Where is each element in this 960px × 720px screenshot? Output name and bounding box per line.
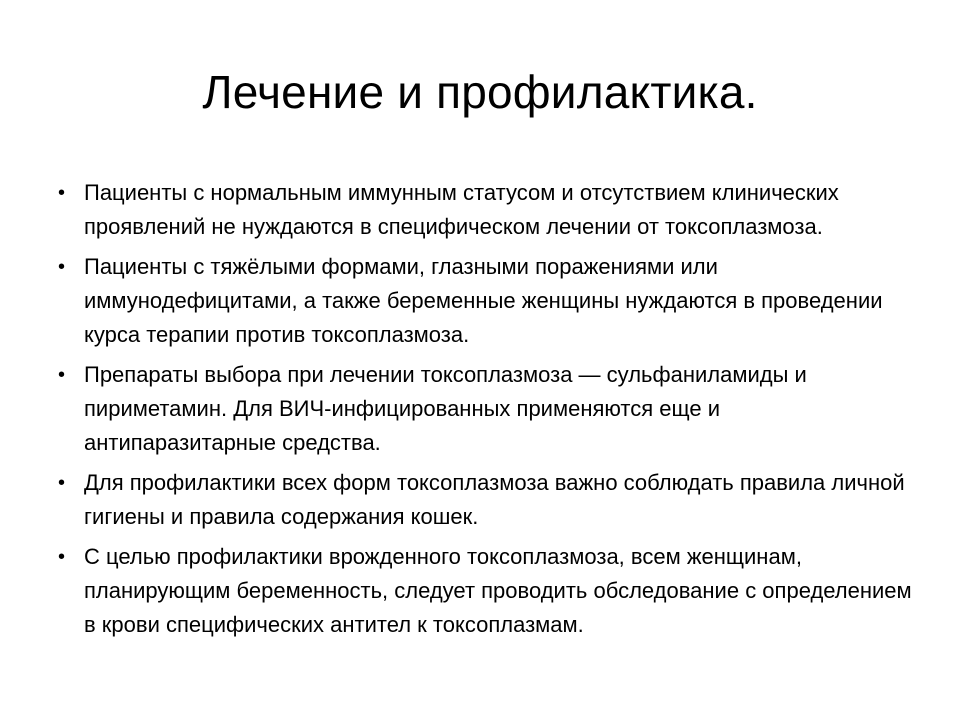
bullet-marker: • (58, 546, 66, 568)
bullet-item (56, 466, 916, 534)
bullet-text: Пациенты с тяжёлыми формами, глазными поражениями или иммунодефицитами, а также беременные женщины нуждаются в проведении курса терапии против токсоплазмоза. (84, 254, 883, 347)
bullet-item (56, 250, 916, 352)
bullet-text: Пациенты с нормальным иммунным статусом и отсутствием клинических проявлений не нуждаются в специфическом лечении от токсоплазмоза. (84, 180, 839, 239)
bullet-item (56, 540, 916, 642)
bullet-item (56, 176, 916, 244)
bullet-list (56, 176, 916, 648)
bullet-marker: • (58, 472, 66, 494)
bullet-item (56, 358, 916, 460)
bullet-text: С целью профилактики врожденного токсоплазмоза, всем женщинам, планирующим беременность, следует проводить обследование с определением в крови специфических антител к токсоплазмам. (84, 544, 912, 637)
bullet-text: Препараты выбора при лечении токсоплазмоза — сульфаниламиды и пириметамин. Для ВИЧ-инфицированных применяются еще и антипаразитарные средства. (84, 362, 807, 455)
bullet-marker: • (58, 364, 66, 386)
bullet-marker: • (58, 256, 66, 278)
bullet-text: Для профилактики всех форм токсоплазмоза важно соблюдать правила личной гигиены и правила содержания кошек. (84, 470, 905, 529)
slide-title: Лечение и профилактика. (202, 66, 758, 118)
bullet-marker: • (58, 182, 66, 204)
